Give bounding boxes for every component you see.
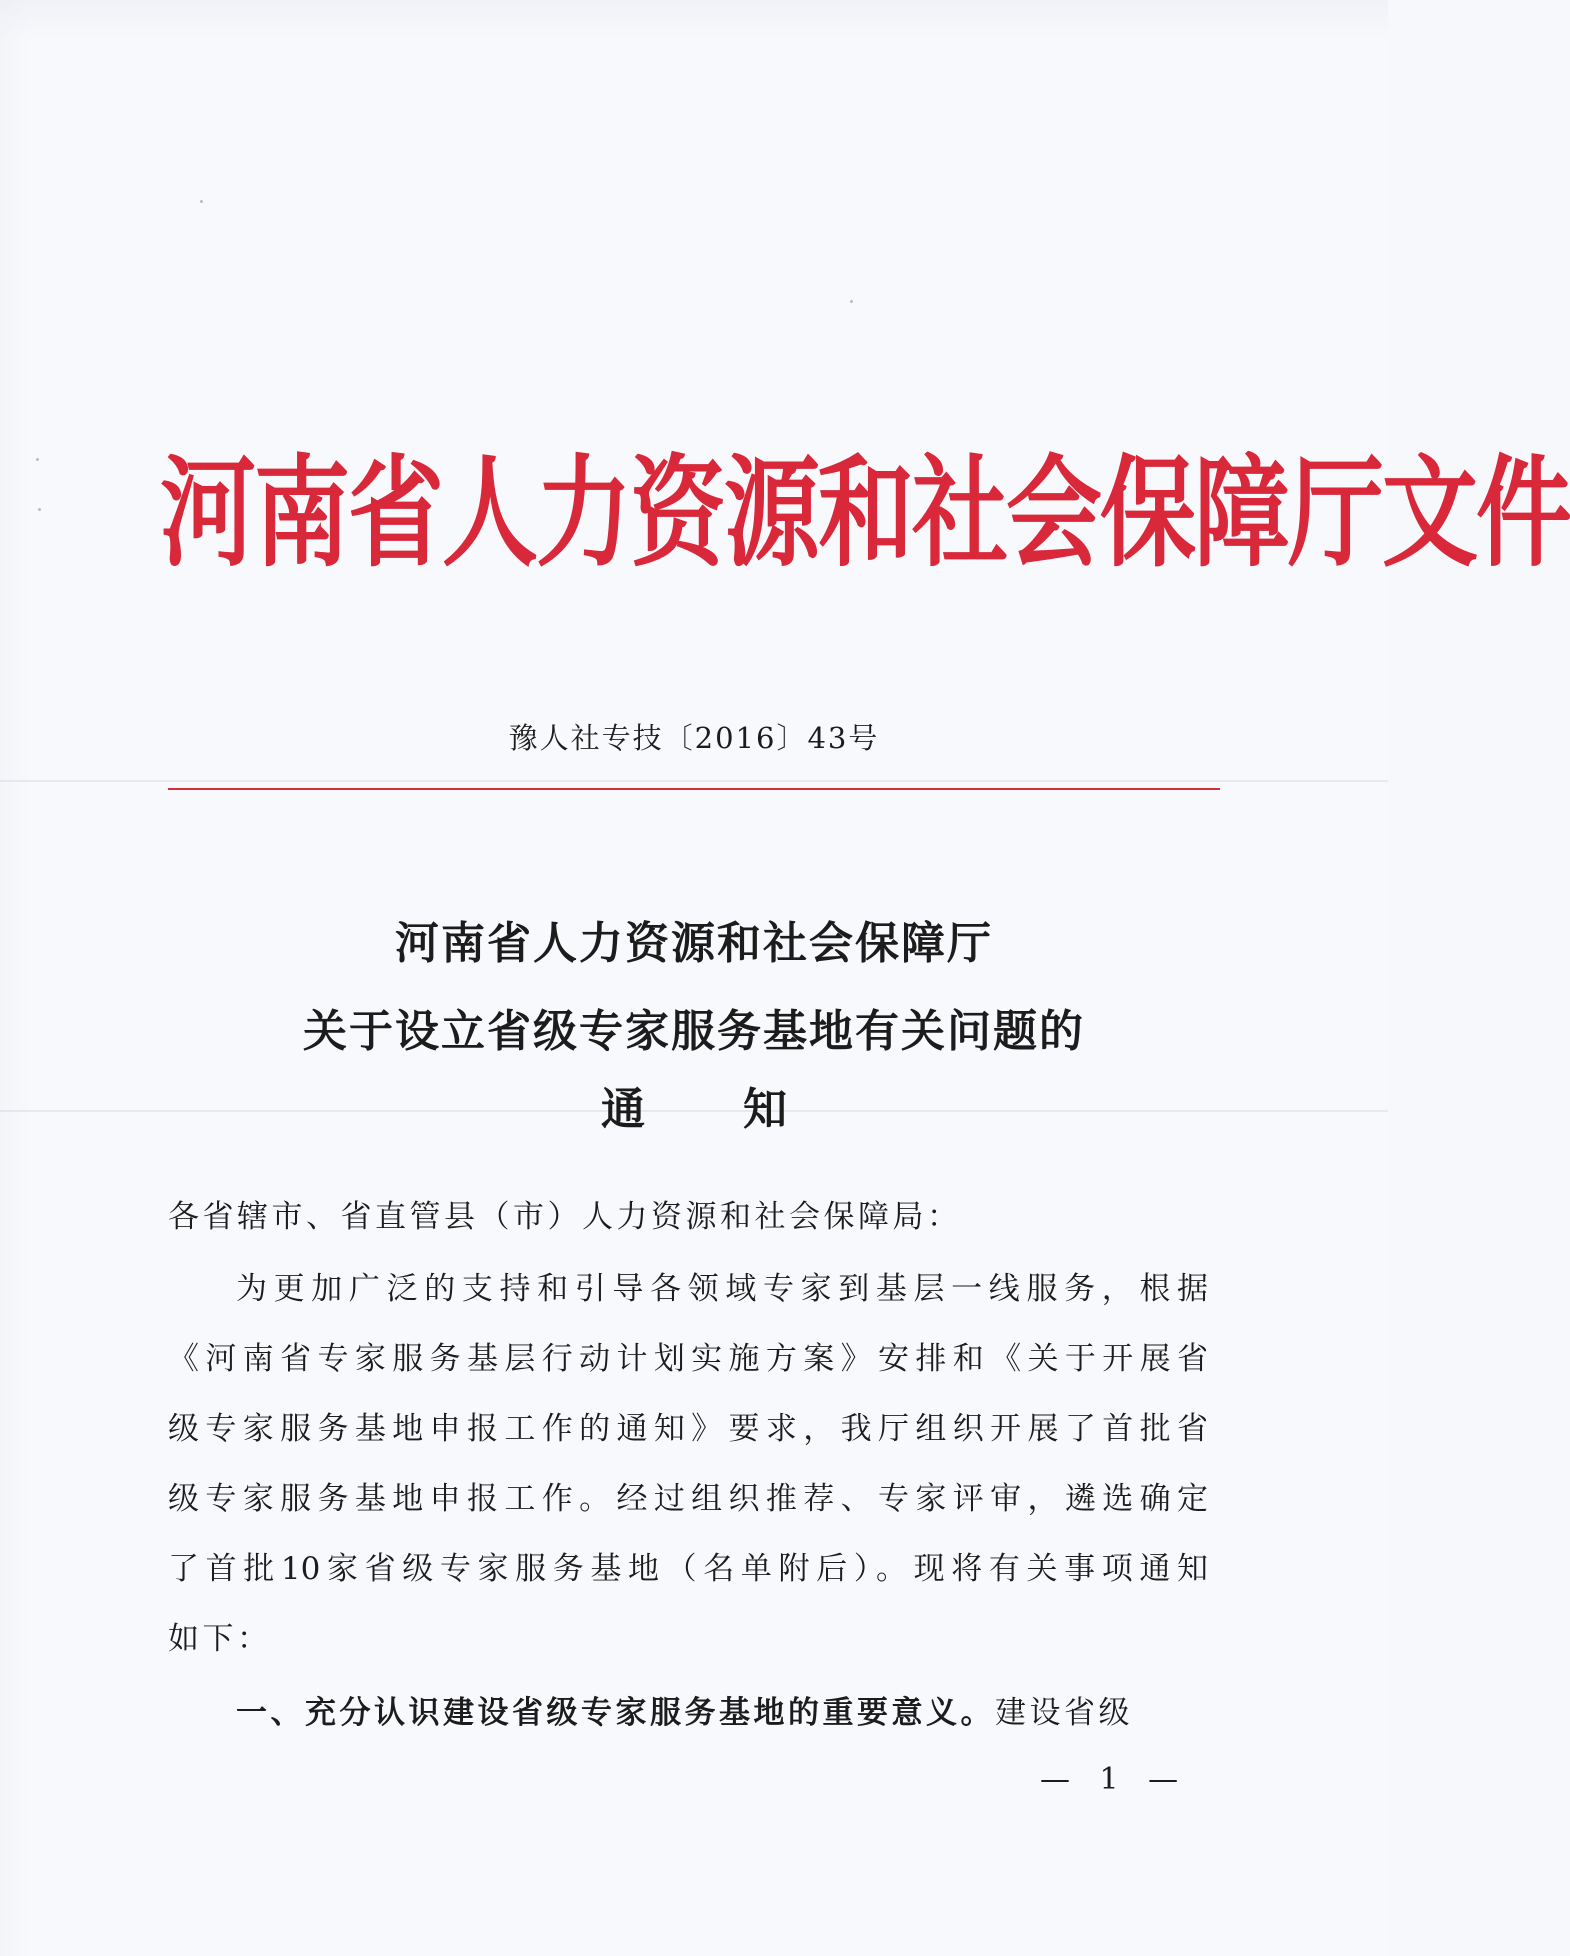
body-line-6: 如下： [168, 1621, 272, 1657]
section-1-heading: 一、充分认识建设省级专家服务基地的重要意义。 [236, 1695, 995, 1731]
scan-speck [850, 300, 853, 303]
scan-speck [38, 508, 41, 511]
body-line-5: 了首批10家省级专家服务基地（名单附后）。现将有关事项通知 [168, 1551, 1208, 1587]
red-separator-rule [168, 788, 1220, 790]
paper-fold-line [0, 780, 1388, 782]
notice-title-line-2: 关于设立省级专家服务基地有关问题的 [303, 1006, 1085, 1057]
scan-speck [36, 458, 39, 461]
recipient-line: 各省辖市、省直管县（市）人力资源和社会保障局： [168, 1199, 962, 1235]
body-line-2: 《河南省专家服务基层行动计划实施方案》安排和《关于开展省 [168, 1341, 1208, 1377]
notice-title-line-3: 通知 [601, 1084, 885, 1135]
document-number: 豫人社专技〔2016〕43号 [508, 721, 880, 755]
section-1-line [168, 1692, 1208, 1734]
scan-speck [200, 200, 203, 203]
page-number: — 1 — [1040, 1762, 1189, 1797]
body-line-4: 级专家服务基地申报工作。经过组织推荐、专家评审，遴选确定 [168, 1481, 1208, 1517]
section-1-text: 建设省级 [995, 1695, 1133, 1731]
issuer-header-title: 河南省人力资源和社会保障厅文件 [160, 443, 1570, 583]
body-line-3: 级专家服务基地申报工作的通知》要求，我厅组织开展了首批省 [168, 1411, 1208, 1447]
notice-title-line-1: 河南省人力资源和社会保障厅 [395, 918, 993, 969]
body-line-1: 为更加广泛的支持和引导各领域专家到基层一线服务，根据 [236, 1271, 1208, 1307]
